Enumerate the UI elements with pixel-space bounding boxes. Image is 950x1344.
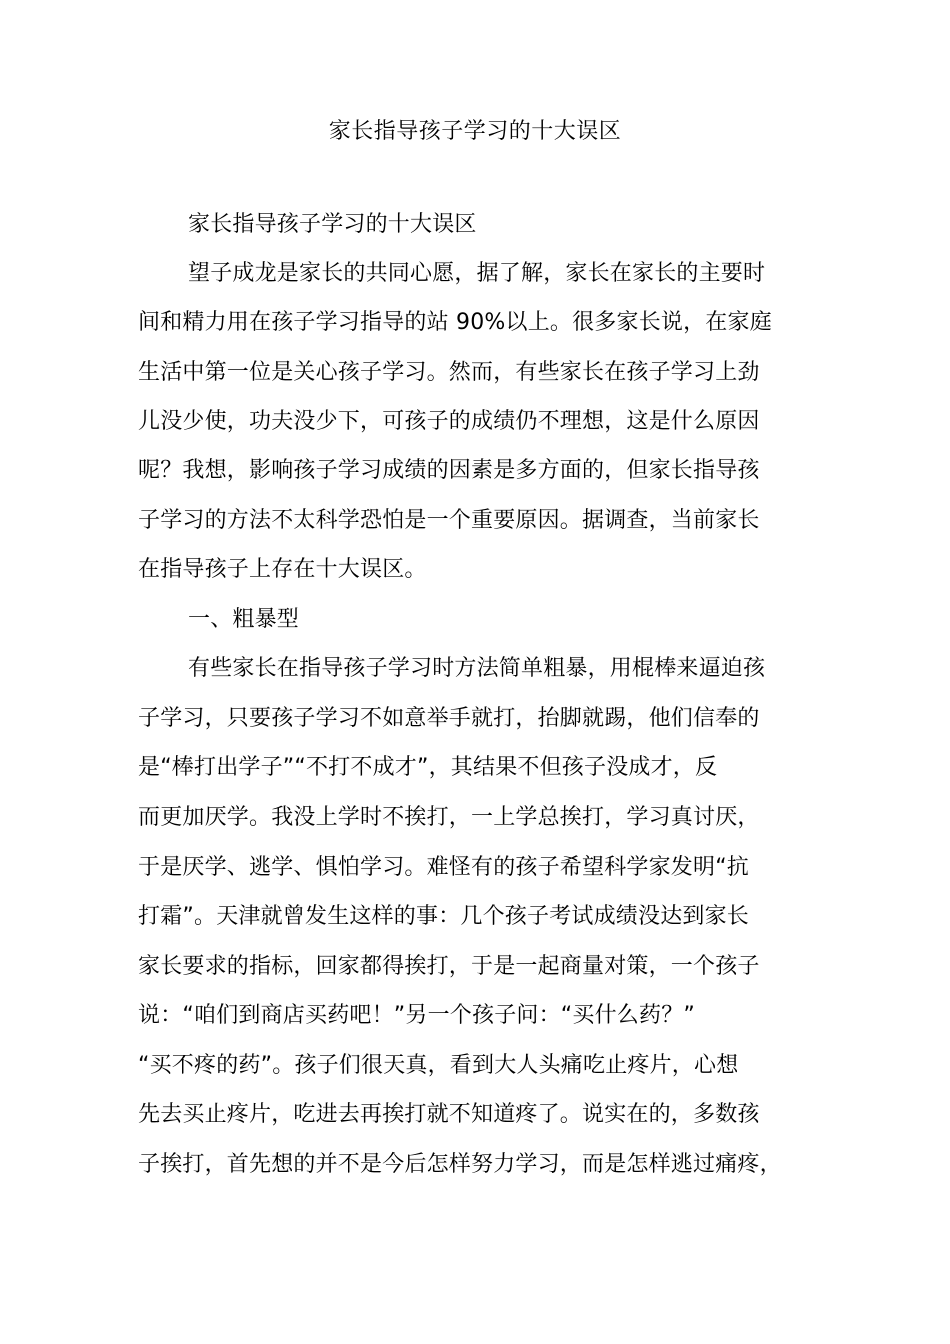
paragraph-line: 是“棒打出学子”“不打不成才”，其结果不但孩子没成才，反 xyxy=(138,755,718,780)
paragraph-line: 子挨打，首先想的并不是今后怎样努力学习，而是怎样逃过痛疼， xyxy=(138,1152,782,1177)
paragraph-line: 而更加厌学。我没上学时不挨打，一上学总挨打，学习真讨厌， xyxy=(138,805,760,830)
paragraph-line: 望子成龙是家长的共同心愿，据了解，家长在家长的主要时 xyxy=(188,261,766,286)
paragraph-line: 先去买止疼片，吃进去再挨打就不知道疼了。说实在的，多数孩 xyxy=(138,1102,760,1127)
paragraph-line: 儿没少使，功夫没少下，可孩子的成绩仍不理想，这是什么原因 xyxy=(138,409,760,434)
paragraph-line: 子学习，只要孩子学习不如意举手就打，抬脚就踢，他们信奉的 xyxy=(138,706,760,731)
paragraph-line: 在指导孩子上存在十大误区。 xyxy=(138,557,427,582)
paragraph-line: 子学习的方法不太科学恐怕是一个重要原因。据调查，当前家长 xyxy=(138,508,760,533)
paragraph-line: 生活中第一位是关心孩子学习。然而，有些家长在孩子学习上劲 xyxy=(138,360,760,385)
paragraph-line: 有些家长在指导孩子学习时方法简单粗暴，用棍棒来逼迫孩 xyxy=(188,656,766,681)
paragraph-line: “买不疼的药”。孩子们很天真，看到大人头痛吃止疼片，心想 xyxy=(138,1053,739,1078)
paragraph-line: 说：“咱们到商店买药吧！”另一个孩子问：“买什么药？” xyxy=(138,1003,695,1028)
section-heading: 家长指导孩子学习的十大误区 xyxy=(188,212,477,237)
paragraph-line: 间和精力用在孩子学习指导的站 90%以上。很多家长说，在家庭 xyxy=(138,310,772,335)
section-heading: 一、粗暴型 xyxy=(188,607,300,632)
paragraph-line: 于是厌学、逃学、惧怕学习。难怪有的孩子希望科学家发明“抗 xyxy=(138,855,749,880)
document-title: 家长指导孩子学习的十大误区 xyxy=(328,119,622,144)
paragraph-line: 呢？我想，影响孩子学习成绩的因素是多方面的，但家长指导孩 xyxy=(138,458,760,483)
paragraph-line: 打霜”。天津就曾发生这样的事：几个孩子考试成绩没达到家长 xyxy=(138,904,749,929)
paragraph-line: 家长要求的指标，回家都得挨打，于是一起商量对策，一个孩子 xyxy=(138,954,760,979)
